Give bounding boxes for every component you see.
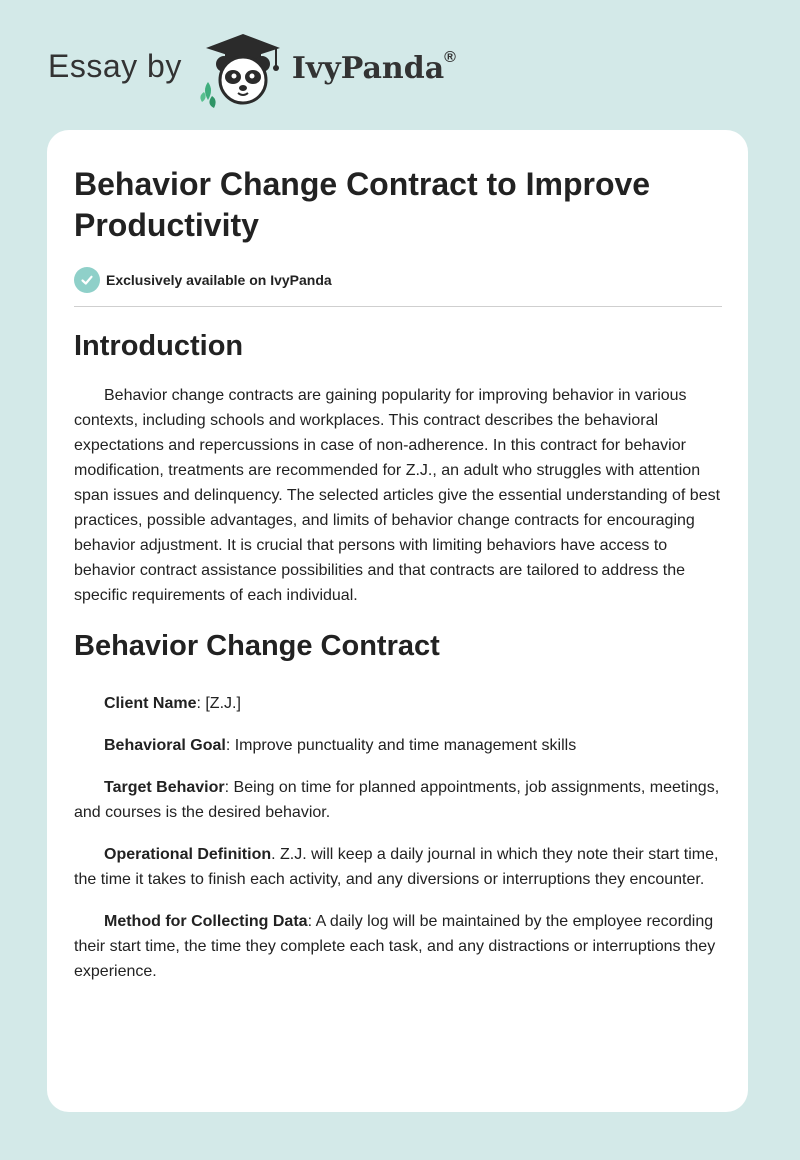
field-label: Operational Definition: [104, 846, 272, 863]
contract-fields: [74, 691, 722, 984]
contract-field-data-collection-method: Method for Collecting Data: A daily log will be maintained by the employee recording their start time, the time they complete each task, and any distractions or interruptions they experience.: [74, 913, 716, 980]
field-label: Method for Collecting Data: [104, 913, 308, 930]
checkmark-badge-icon: [74, 267, 100, 293]
behavior-contract-section: [74, 630, 722, 984]
contract-field-operational-definition: Operational Definition. Z.J. will keep a daily journal in which they note their start time, the time it takes to finish each activity, and any diversions or interruptions they encounter.: [74, 846, 719, 888]
essay-by-label: Essay by: [48, 47, 182, 84]
essay-title: Behavior Change Contract to Improve Productivity: [74, 166, 651, 243]
exclusive-availability-row: [74, 267, 722, 307]
ivypanda-brand-name[interactable]: IvyPanda®: [291, 48, 456, 86]
contract-field-target-behavior: Target Behavior: Being on time for planned appointments, job assignments, meetings, and courses is the desired behavior.: [74, 779, 720, 821]
field-value: Improve punctuality and time management skills: [234, 737, 577, 754]
essay-card: [47, 130, 748, 1112]
site-header: [48, 30, 456, 110]
contract-field-behavioral-goal: Behavioral Goal: Improve punctuality and time management skills: [104, 737, 577, 754]
ivypanda-panda-logo-icon[interactable]: [198, 30, 288, 110]
introduction-section: [74, 330, 722, 608]
exclusive-label: Exclusively available on IvyPanda: [106, 272, 332, 288]
field-label: Client Name: [104, 695, 197, 712]
field-label: Behavioral Goal: [104, 737, 226, 754]
registered-mark: ®: [444, 48, 456, 66]
field-value: [Z.J.]: [205, 695, 241, 712]
introduction-paragraph: Behavior change contracts are gaining popularity for improving behavior in various contexts, including schools and workplaces. This contract describes the behavioral expectations and repercussions in case of non-adherence. In this contract for behavior modification, treatments are recommended for Z.J., an adult who struggles with attention span issues and delinquency. The selected articles give the essential understanding of best practices, possible advantages, and limits of behavior change contracts for encouraging behavior adjustment. It is crucial that persons with limiting behaviors have access to behavior contract assistance possibilities and that contracts are tailored to address the specific requirements of each individual.: [74, 387, 721, 604]
field-value: A daily log will be maintained by the employee recording their start time, the time they complete each task, and any distractions or interruptions they experience.: [74, 913, 716, 980]
contract-field-client-name: Client Name: [Z.J.]: [104, 695, 241, 712]
field-value: Z.J. will keep a daily journal in which they note their start time, the time it takes to finish each activity, and any diversions or interruptions they encounter.: [74, 846, 719, 888]
introduction-heading: Introduction: [74, 330, 244, 362]
field-label: Target Behavior: [104, 779, 225, 796]
field-value: Being on time for planned appointments, job assignments, meetings, and courses is the desired behavior.: [74, 779, 720, 821]
behavior-contract-heading: Behavior Change Contract: [74, 630, 440, 662]
